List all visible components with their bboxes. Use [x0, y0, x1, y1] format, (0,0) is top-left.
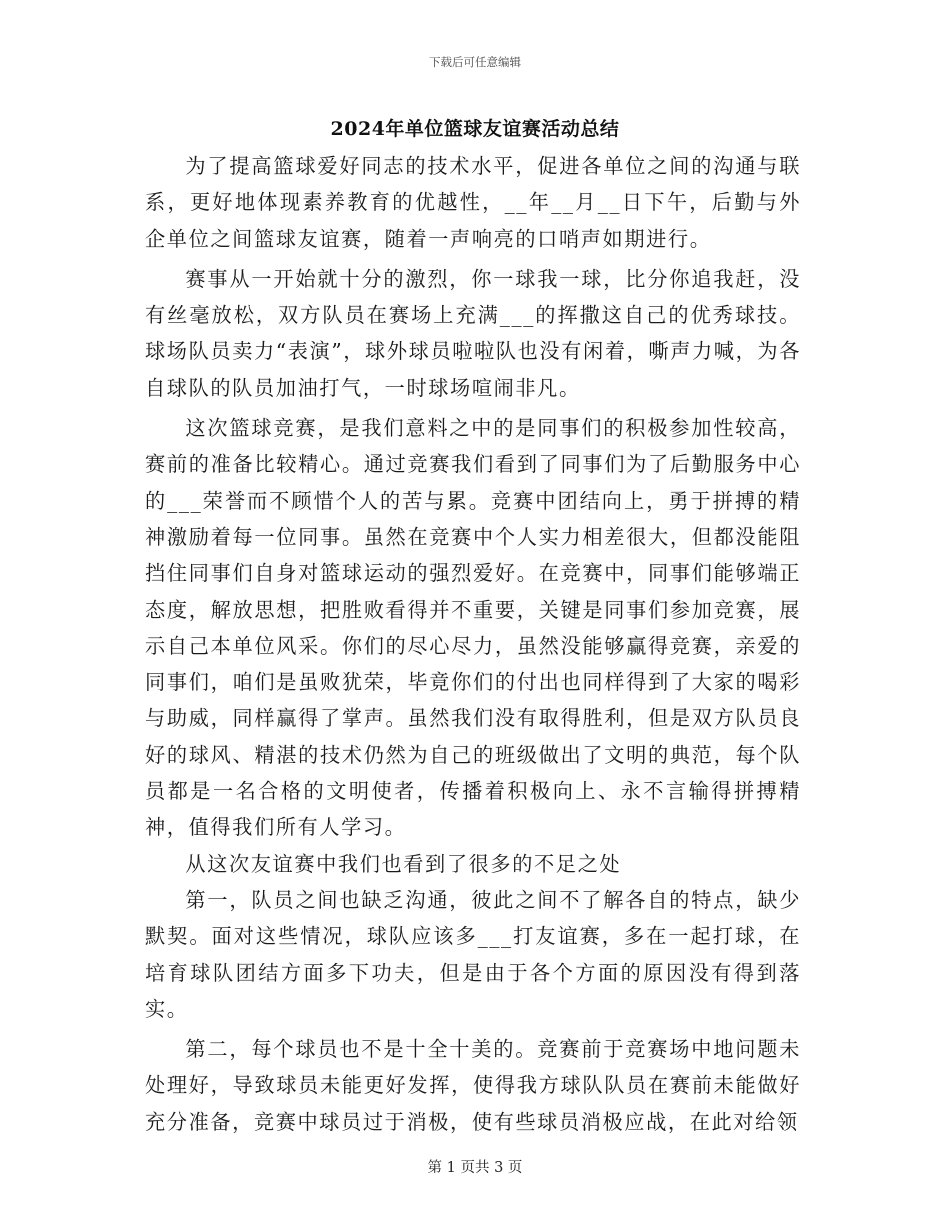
document-title: 2024年单位篮球友谊赛活动总结: [330, 118, 620, 140]
paragraph: 从这次友谊赛中我们也看到了很多的不足之处: [185, 851, 622, 876]
document-body: [145, 148, 801, 1140]
page-number-footer: 第 1 页共 3 页: [427, 1160, 523, 1176]
paragraph: 第二，每个球员也不是十全十美的。竞赛前于竞赛场中地问题未处理好，导致球员未能更好发挥，使得我方球队队员在赛前未能做好充分准备，竞赛中球员过于消极，使有些球员消极应战，在此对给领: [145, 1037, 801, 1134]
header-note: 下载后可任意编辑: [429, 55, 521, 69]
paragraph: 为了提高篮球爱好同志的技术水平，促进各单位之间的沟通与联系，更好地体现素养教育的优越性，__年__月__日下午，后勤与外企单位之间篮球友谊赛，随着一声响亮的口哨声如期进行。: [145, 154, 801, 251]
paragraph: 赛事从一开始就十分的激烈，你一球我一球，比分你追我赶，没有丝毫放松，双方队员在赛场上充满___的挥撒这自己的优秀球技。球场队员卖力“表演”，球外球员啦啦队也没有闲着，嘶声力喊，为各自球队的队员加油打气，一时球场喧闹非凡。: [145, 266, 801, 400]
paragraph: 第一，队员之间也缺乏沟通，彼此之间不了解各自的特点，缺少默契。面对这些情况，球队应该多___打友谊赛，多在一起打球，在培育球队团结方面多下功夫，但是由于各个方面的原因没有得到落实。: [145, 887, 801, 1021]
paragraph: 这次篮球竞赛，是我们意料之中的是同事们的积极参加性较高，赛前的准备比较精心。通过竞赛我们看到了同事们为了后勤服务中心的___荣誉而不顾惜个人的苦与累。竞赛中团结向上，勇于拼搏的精神激励着每一位同事。虽然在竞赛中个人实力相差很大，但都没能阻挡住同事们自身对篮球运动的强烈爱好。在竞赛中，同事们能够端正态度，解放思想，把胜败看得并不重要，关键是同事们参加竞赛，展示自己本单位风采。你们的尽心尽力，虽然没能够赢得竞赛，亲爱的同事们，咱们是虽败犹荣，毕竟你们的付出也同样得到了大家的喝彩与助威，同样赢得了掌声。虽然我们没有取得胜利，但是双方队员良好的球风、精湛的技术仍然为自己的班级做出了文明的典范，每个队员都是一名合格的文明使者，传播着积极向上、永不言输得拼搏精神，值得我们所有人学习。: [145, 416, 801, 840]
